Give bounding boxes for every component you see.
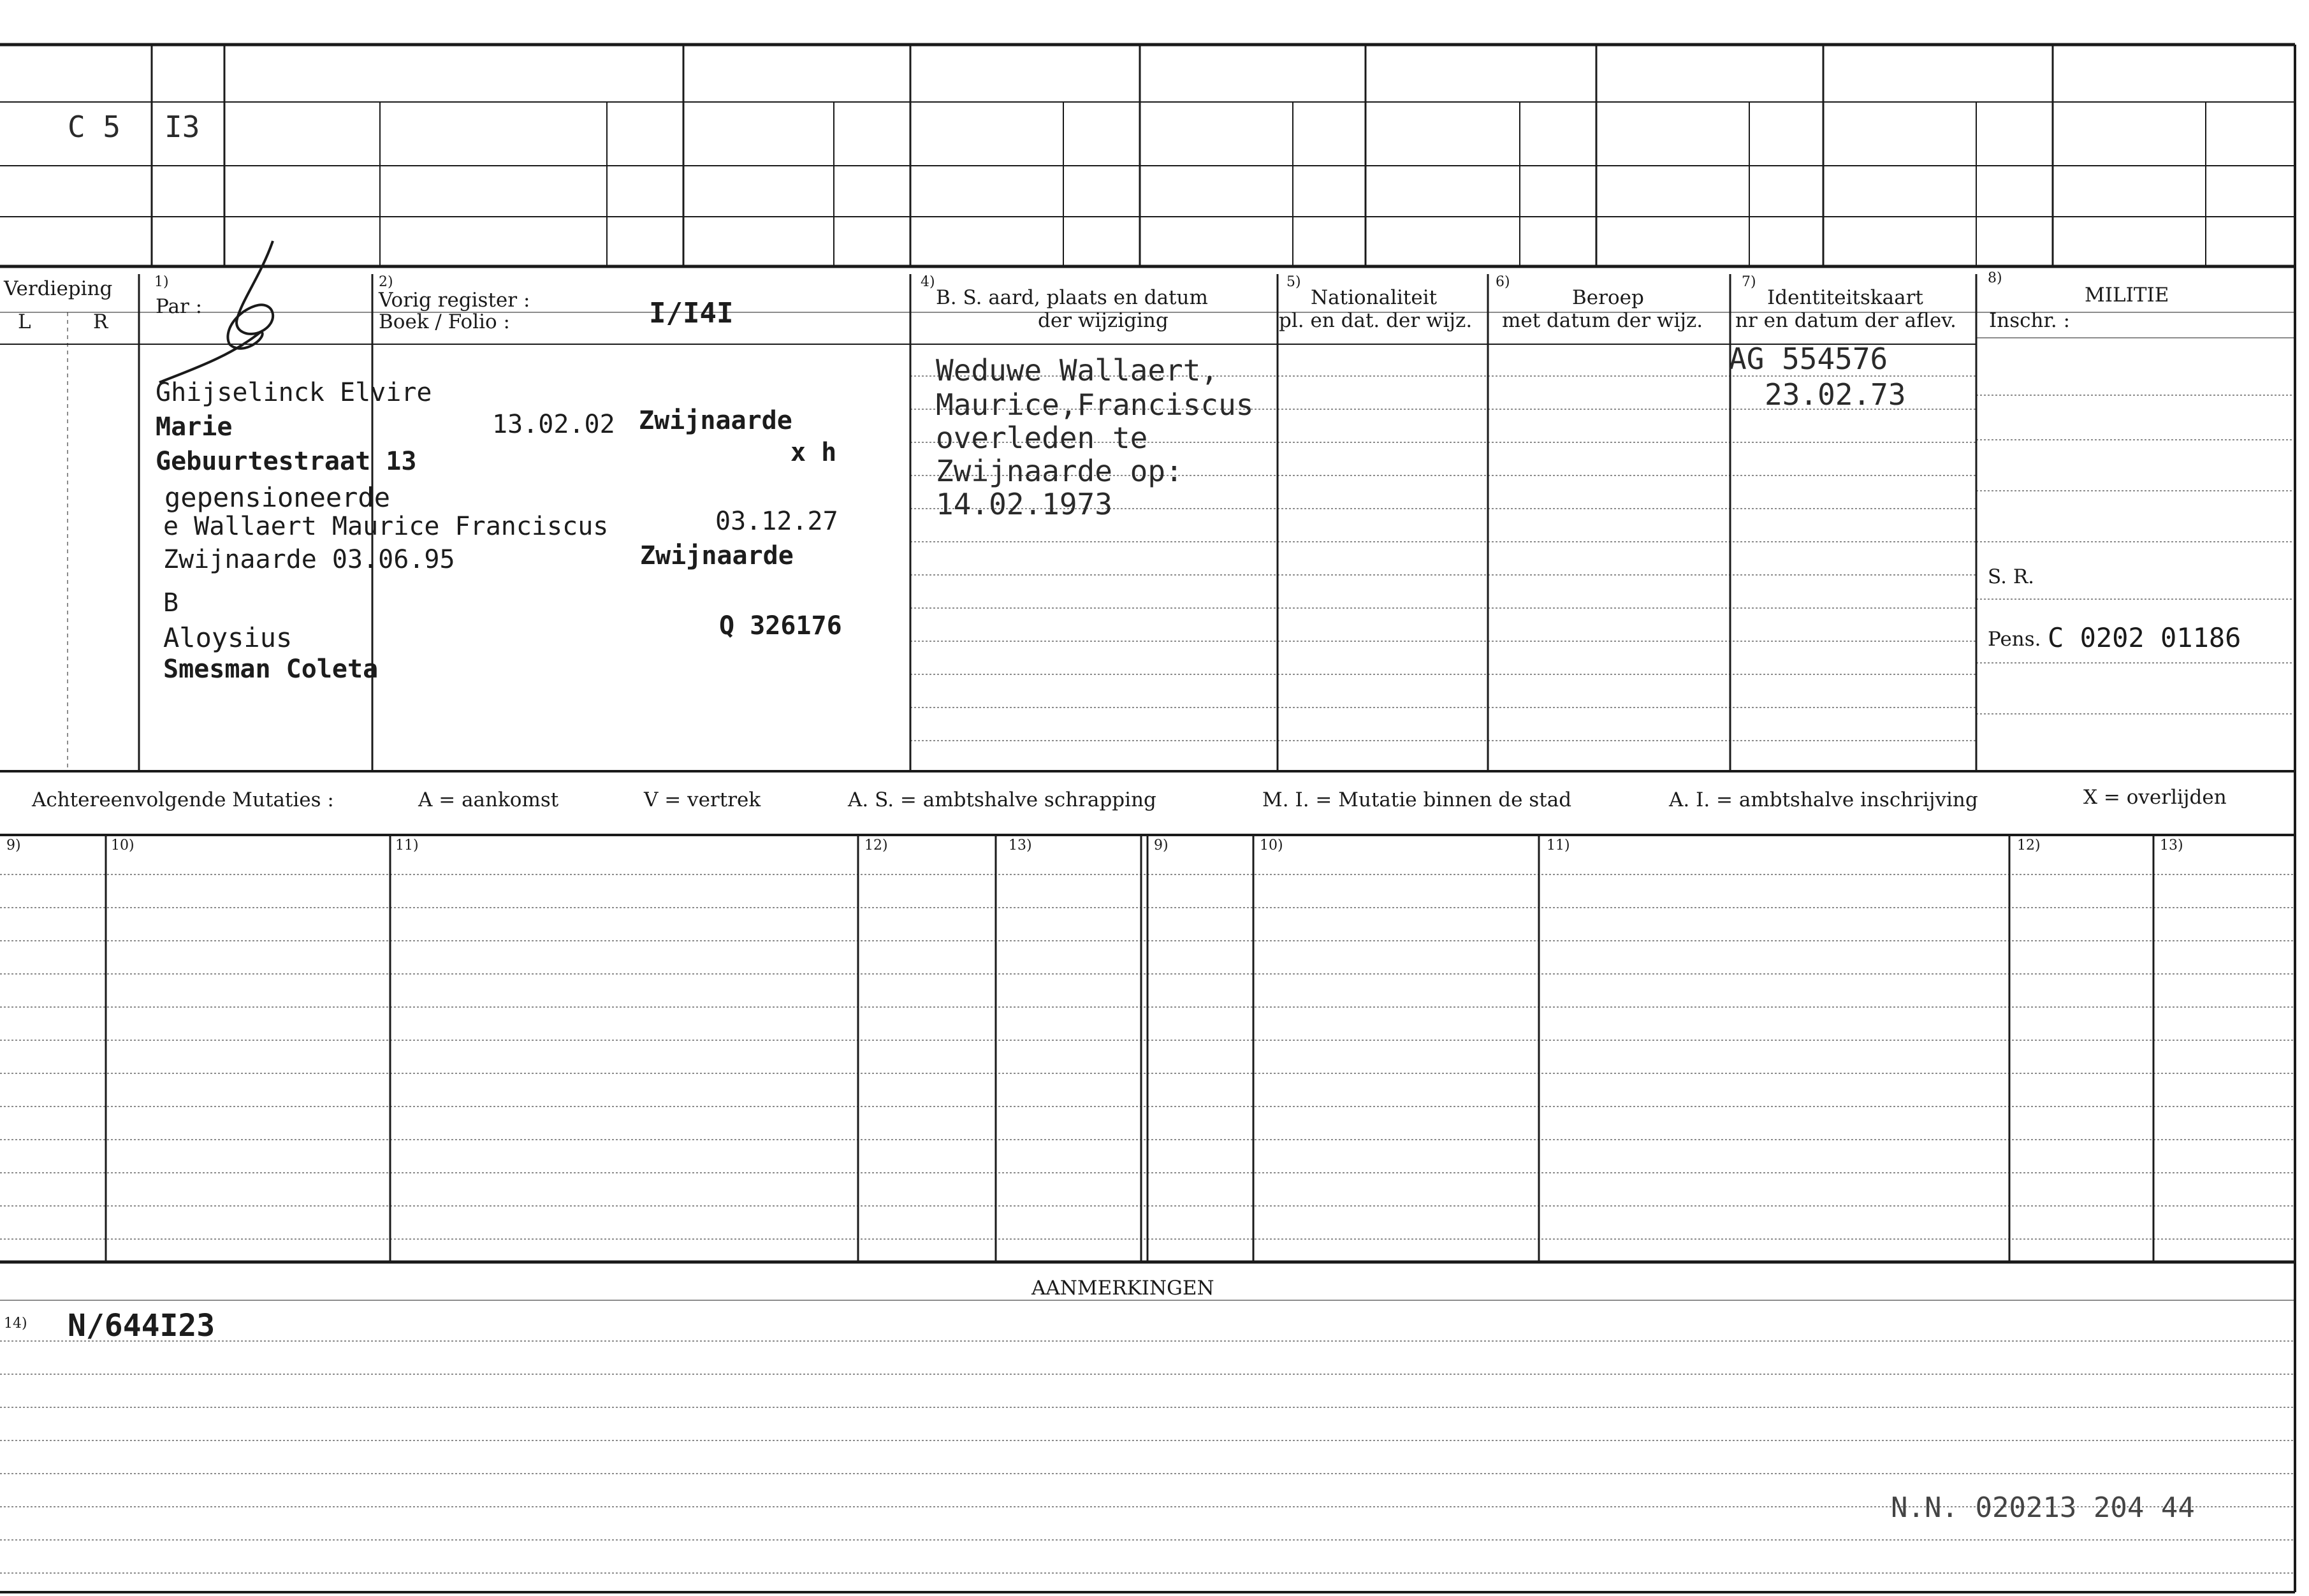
identiteitskaart-label: Identiteitskaart bbox=[1767, 286, 1923, 309]
mutation-col-11b: 11) bbox=[1547, 838, 1570, 853]
nationaliteit-label: Nationaliteit bbox=[1311, 286, 1438, 309]
mutatie-aankomst: A = aankomst bbox=[418, 788, 559, 811]
register-code-i3: I3 bbox=[164, 110, 200, 144]
status-line-4: Zwijnaarde op: bbox=[936, 454, 1183, 488]
mutation-col-10b: 10) bbox=[1260, 838, 1283, 853]
col1-number: 1) bbox=[154, 274, 169, 290]
mutation-col-9: 9) bbox=[6, 838, 21, 853]
mutation-col-13b: 13) bbox=[2160, 838, 2183, 853]
verdieping-r-label: R bbox=[93, 310, 108, 333]
inschr-label: Inschr. : bbox=[1989, 309, 2071, 332]
spouse-birth: Zwijnaarde 03.06.95 bbox=[163, 545, 455, 574]
pens-value: C 0202 01186 bbox=[2048, 622, 2241, 653]
mutatie-schrapping: A. S. = ambtshalve schrapping bbox=[848, 788, 1156, 811]
spouse: e Wallaert Maurice Franciscus bbox=[163, 512, 609, 541]
mutation-col-10: 10) bbox=[111, 838, 135, 853]
register-code-c5: C 5 bbox=[68, 110, 121, 144]
col6-number: 6) bbox=[1496, 274, 1510, 290]
code-b: B bbox=[163, 588, 179, 618]
verdieping-l-label: L bbox=[18, 310, 31, 333]
status-line-3: overleden te bbox=[936, 421, 1148, 455]
id-card-date: 23.02.73 bbox=[1765, 377, 1906, 412]
spouse-date: 03.12.27 bbox=[715, 507, 838, 536]
nationaliteit-sub-label: pl. en dat. der wijz. bbox=[1279, 309, 1473, 332]
address: Gebuurtestraat 13 bbox=[156, 447, 417, 476]
col8-number: 8) bbox=[1988, 270, 2002, 286]
status-line-1: Weduwe Wallaert, bbox=[936, 353, 1219, 388]
col7-number: 7) bbox=[1742, 274, 1756, 290]
mutation-col-12b: 12) bbox=[2017, 838, 2041, 853]
mutation-col-13: 13) bbox=[1009, 838, 1032, 853]
vorig-register-value: I/I4I bbox=[649, 297, 734, 330]
beroep-sub-label: met datum der wijz. bbox=[1502, 309, 1703, 332]
id-card-number: AG 554576 bbox=[1729, 342, 1888, 376]
status-line-2: Maurice,Franciscus bbox=[936, 388, 1254, 422]
mutatie-vertrek: V = vertrek bbox=[644, 788, 761, 811]
boek-folio-label: Boek / Folio : bbox=[379, 310, 510, 333]
col5-number: 5) bbox=[1286, 274, 1301, 290]
bs-aard-label: B. S. aard, plaats en datum bbox=[936, 286, 1208, 309]
status-line-5: 14.02.1973 bbox=[936, 487, 1112, 521]
wijziging-label: der wijziging bbox=[1038, 309, 1169, 332]
mother-name: Smesman Coleta bbox=[163, 655, 379, 684]
col2-number: 2) bbox=[379, 274, 393, 290]
mutatie-binnen-stad: M. I. = Mutatie binnen de stad bbox=[1262, 788, 1572, 811]
mutaties-label: Achtereenvolgende Mutaties : bbox=[32, 788, 334, 811]
mutation-col-11: 11) bbox=[395, 838, 419, 853]
mutation-col-9b: 9) bbox=[1154, 838, 1169, 853]
sex-mark: x h bbox=[790, 438, 837, 467]
marriage-place: Zwijnaarde bbox=[640, 541, 794, 570]
sr-label: S. R. bbox=[1988, 565, 2035, 588]
par-label: Par : bbox=[156, 295, 203, 318]
father-name: Aloysius bbox=[163, 622, 293, 653]
verdieping-label: Verdieping bbox=[4, 277, 113, 300]
identiteitskaart-sub-label: nr en datum der aflev. bbox=[1735, 309, 1956, 332]
aanmerkingen-value: N/644I23 bbox=[68, 1308, 215, 1344]
vorig-register-label: Vorig register : bbox=[379, 289, 530, 312]
birth-place: Zwijnaarde bbox=[639, 406, 792, 435]
reference-number: Q 326176 bbox=[719, 611, 842, 641]
militie-label: MILITIE bbox=[2085, 284, 2169, 307]
national-number: N.N. 020213 204 44 bbox=[1891, 1491, 2195, 1524]
aanmerkingen-title: AANMERKINGEN bbox=[1031, 1277, 1214, 1300]
pens-label: Pens. bbox=[1988, 628, 2041, 651]
mutatie-inschrijving: A. I. = ambtshalve inschrijving bbox=[1669, 788, 1978, 811]
person-given-name: Marie bbox=[156, 412, 233, 442]
col4-number: 4) bbox=[921, 274, 935, 290]
mutation-col-12: 12) bbox=[864, 838, 888, 853]
beroep-label: Beroep bbox=[1572, 286, 1644, 309]
mutatie-overlijden: X = overlijden bbox=[2083, 786, 2227, 809]
person-name: Ghijselinck Elvire bbox=[156, 378, 432, 407]
occupation: gepensioneerde bbox=[164, 482, 391, 513]
birth-date: 13.02.02 bbox=[492, 410, 615, 439]
aanmerkingen-number: 14) bbox=[4, 1316, 27, 1331]
